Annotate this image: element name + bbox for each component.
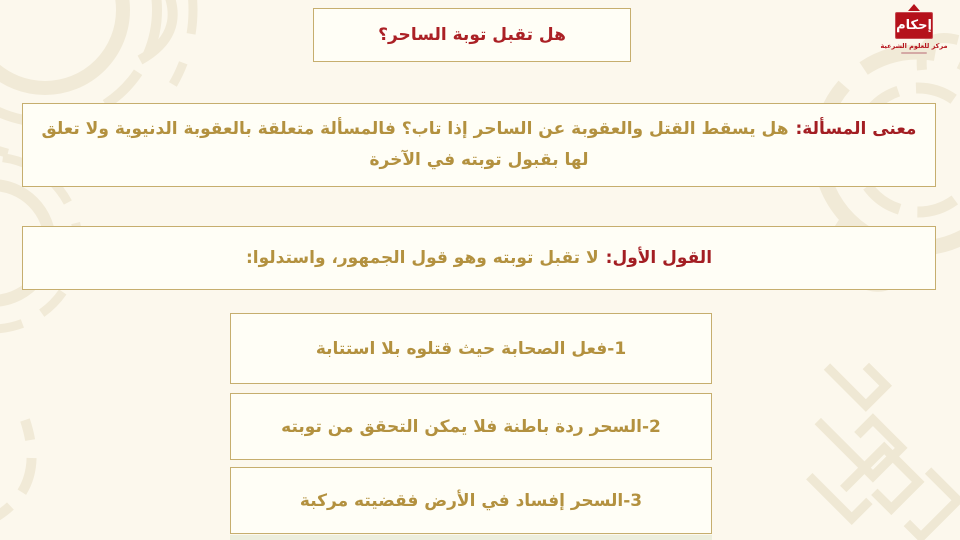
evidence-text: 2-السحر ردة باطنة فلا يمكن التحقق من توبته: [281, 416, 661, 437]
opinion-content: [246, 248, 712, 268]
logo-dome-icon: [908, 4, 920, 11]
logo: [880, 4, 948, 54]
opinion-label: القول الأول:: [605, 248, 713, 268]
evidence-text: 1-فعل الصحابة حيث قتلوه بلا استتابة: [315, 338, 627, 359]
meaning-box: [22, 103, 936, 187]
logo-subtitle: مركز للعلوم الشرعية: [880, 42, 948, 50]
meaning-label: معنى المسألة:: [795, 118, 917, 139]
evidence-text: 3-السحر إفساد في الأرض فقضيته مركبة: [299, 490, 643, 511]
evidence-item-1: [230, 313, 712, 384]
opinion-box: [22, 226, 936, 290]
meaning-text: هل يسقط القتل والعقوبة عن الساحر إذا تاب؟ فالمسألة متعلقة بالعقوبة الدنيوية ولا تعلق لها بقبول توبته في الآخرة: [41, 118, 789, 170]
logo-divider: [901, 52, 927, 54]
meaning-content: [39, 114, 919, 177]
evidence-item-2: [230, 393, 712, 460]
evidence-item-3: [230, 467, 712, 534]
bottom-edge-strip: [230, 535, 712, 540]
slide-title: هل تقبل توبة الساحر؟: [378, 25, 566, 45]
title-box: [313, 8, 631, 62]
logo-mark: [895, 12, 933, 39]
logo-name: إحكام: [896, 18, 932, 33]
opinion-text: لا تقبل توبته وهو قول الجمهور، واستدلوا:: [245, 248, 599, 268]
